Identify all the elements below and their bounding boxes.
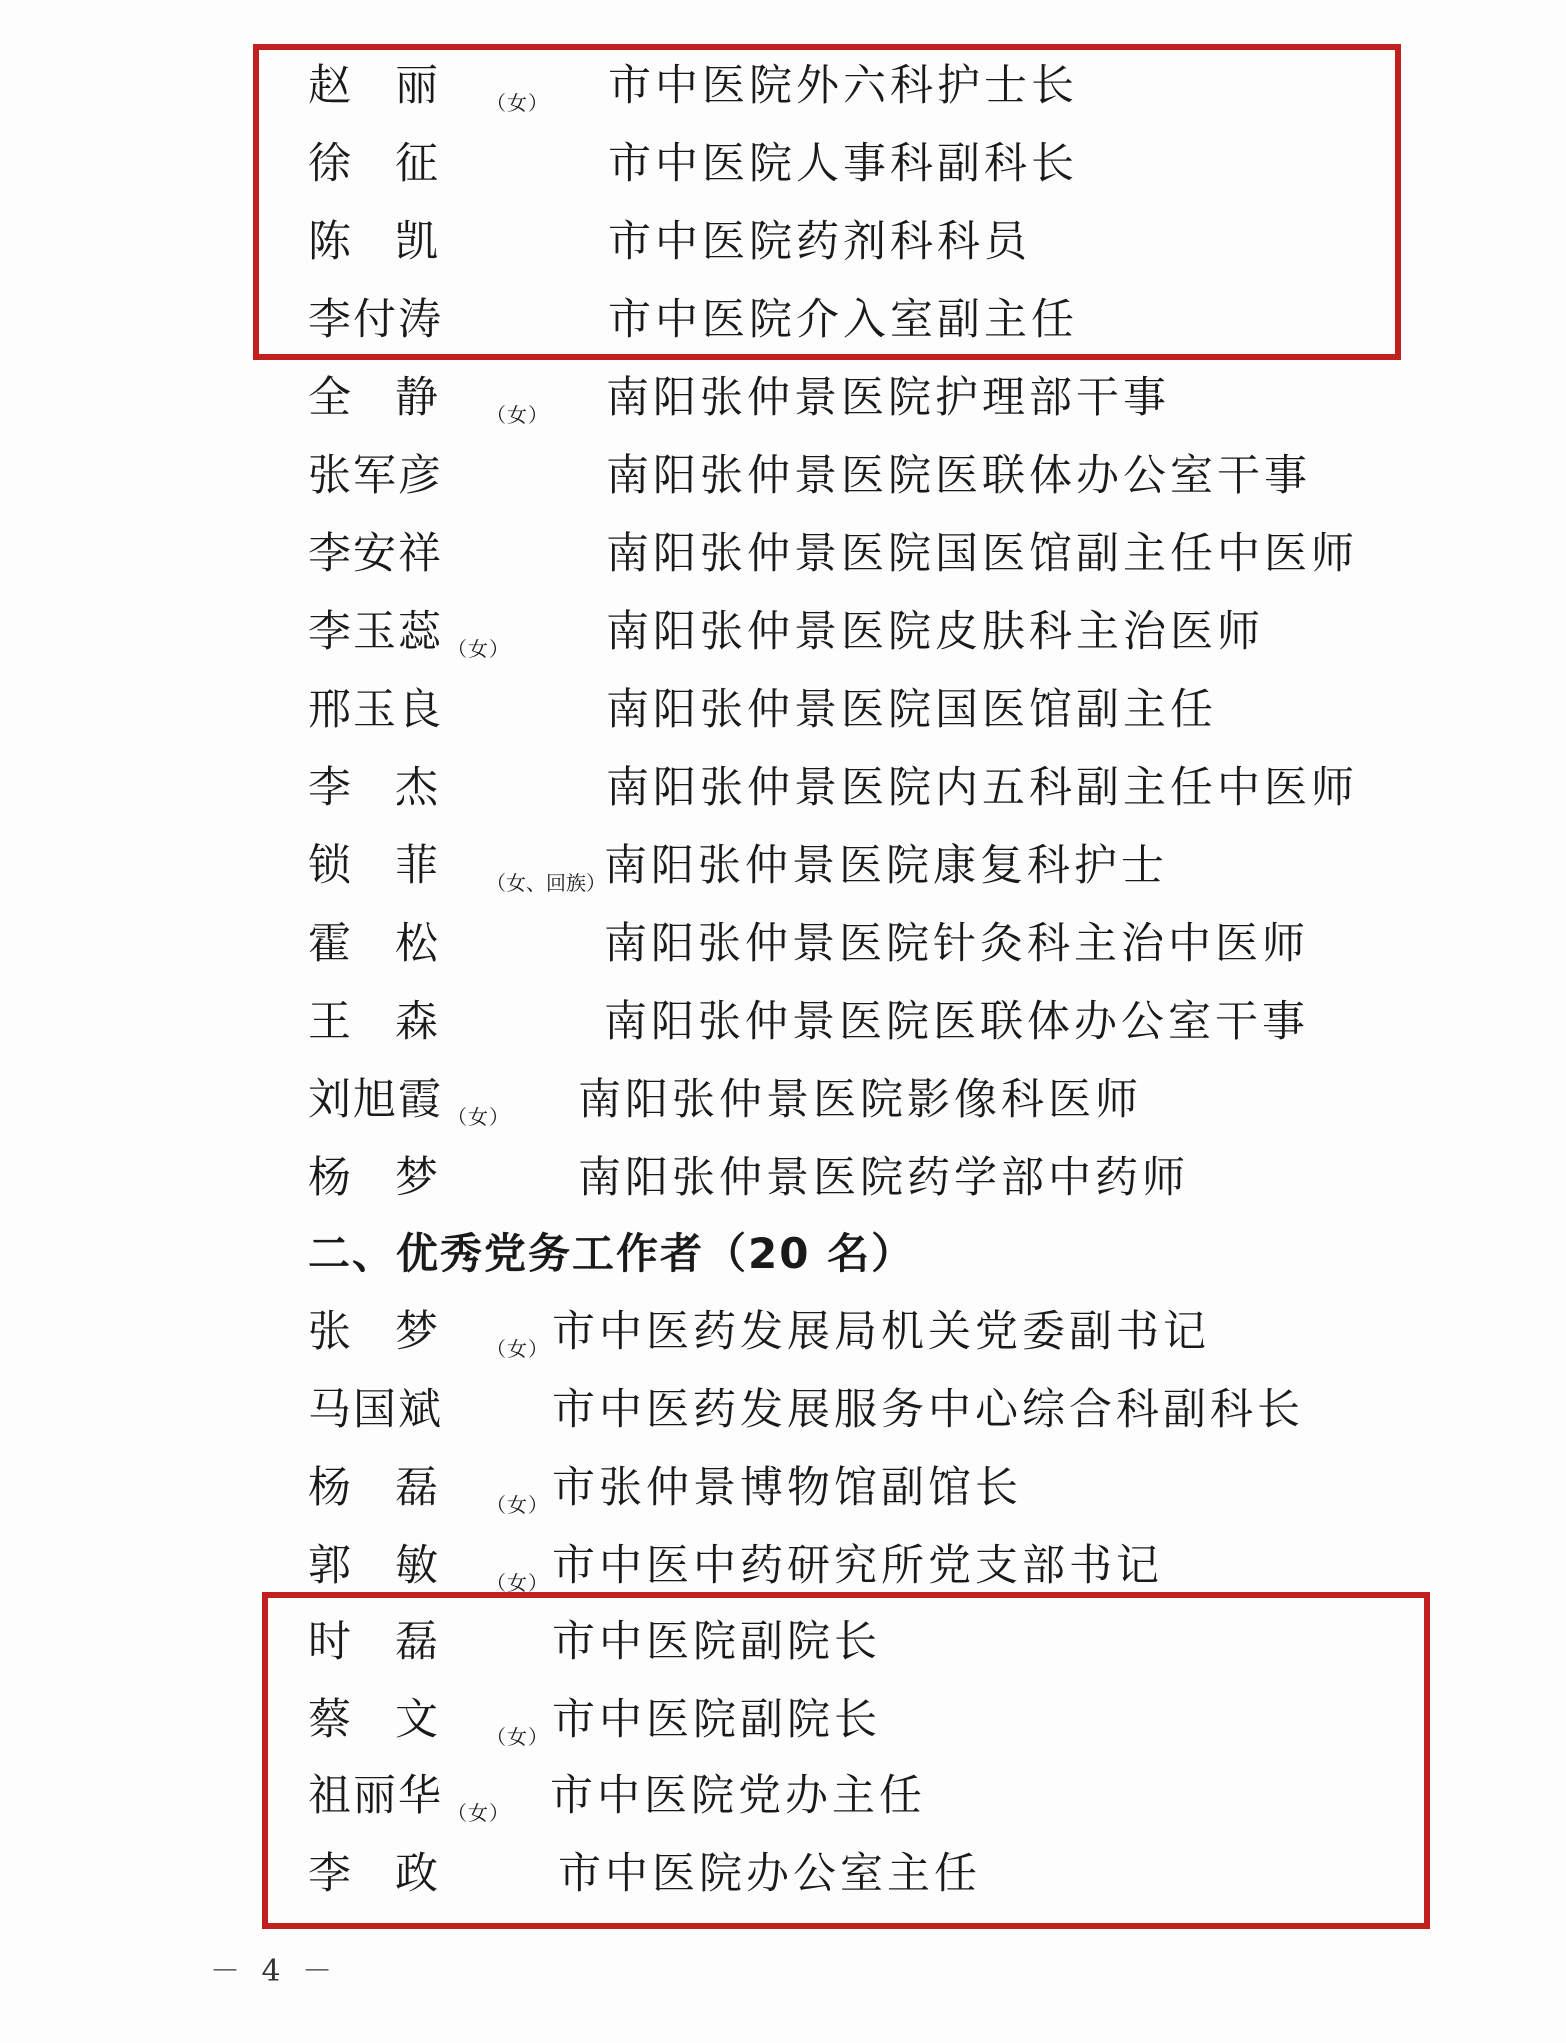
- person-name: 陈凯: [308, 217, 482, 267]
- person-title: 南阳张仲景医院医联体办公室干事: [606, 451, 1311, 501]
- person-name: 张军彦: [308, 451, 443, 501]
- list-item: [0, 836, 1566, 906]
- person-name: 锁菲 $_{(女、回族)}$: [308, 841, 606, 895]
- list-item: [0, 1380, 1566, 1450]
- person-name: 徐征: [308, 139, 482, 189]
- list-item: [0, 1148, 1566, 1218]
- person-note: （女）: [486, 91, 549, 115]
- person-title: 市中医药发展局机关党委副书记: [552, 1307, 1210, 1357]
- person-title: 南阳张仲景医院针灸科主治中医师: [604, 919, 1309, 969]
- list-item: [0, 368, 1566, 438]
- person-title: 市中医院介入室副主任: [608, 295, 1078, 345]
- page-number: － 4 －: [210, 1954, 339, 1989]
- list-item: [0, 680, 1566, 750]
- person-title: 市中医院人事科副科长: [608, 139, 1078, 189]
- person-title: 市中医中药研究所党支部书记: [552, 1541, 1163, 1591]
- list-item: [0, 1766, 1566, 1836]
- person-name: 邢玉良: [308, 685, 443, 735]
- person-name: 李安祥: [308, 529, 443, 579]
- list-item: [0, 992, 1566, 1062]
- list-item: [0, 56, 1566, 126]
- person-name: 霍松: [308, 919, 482, 969]
- person-name: 李杰: [308, 763, 482, 813]
- person-name: 马国斌: [308, 1385, 443, 1435]
- person-name: 李付涛: [308, 295, 443, 345]
- list-item: [0, 1458, 1566, 1528]
- person-title: 南阳张仲景医院国医馆副主任中医师: [606, 529, 1358, 579]
- list-item: [0, 1844, 1566, 1914]
- person-name: 李政: [308, 1849, 482, 1899]
- list-item: [0, 524, 1566, 594]
- person-title: 市中医药发展服务中心综合科副科长: [552, 1385, 1304, 1435]
- person-name: 全静 $_{(女)}$: [308, 373, 549, 427]
- section-heading: 二、优秀党务工作者（20 名）: [308, 1229, 916, 1278]
- list-item: [0, 602, 1566, 672]
- person-note: （女）: [447, 637, 510, 661]
- person-note: （女）: [486, 1725, 549, 1749]
- person-title: 南阳张仲景医院皮肤科主治医师: [606, 607, 1264, 657]
- list-item: [0, 290, 1566, 360]
- list-item: [0, 1612, 1566, 1682]
- person-name: 时磊: [308, 1617, 482, 1667]
- person-title: 南阳张仲景医院医联体办公室干事: [604, 997, 1309, 1047]
- person-name: 李玉蕊 $_{(女)}$: [308, 607, 510, 661]
- person-note: （女）: [447, 1105, 510, 1129]
- person-title: 南阳张仲景医院国医馆副主任: [606, 685, 1217, 735]
- person-note: （女）: [486, 1571, 549, 1595]
- person-name: 蔡文 $_{(女)}$: [308, 1695, 549, 1749]
- list-item: [0, 212, 1566, 282]
- list-item: [0, 914, 1566, 984]
- list-item: [0, 446, 1566, 516]
- person-title: 市中医院副院长: [552, 1695, 881, 1745]
- person-note: （女）: [486, 1493, 549, 1517]
- person-title: 南阳张仲景医院护理部干事: [606, 373, 1170, 423]
- person-title: 南阳张仲景医院药学部中药师: [578, 1153, 1189, 1203]
- person-name: 祖丽华 $_{(女)}$: [308, 1771, 510, 1825]
- person-title: 南阳张仲景医院康复科护士: [604, 841, 1168, 891]
- list-item: [0, 1536, 1566, 1606]
- list-item: [0, 1302, 1566, 1372]
- person-title: 南阳张仲景医院影像科医师: [578, 1075, 1142, 1125]
- person-note: （女）: [486, 1337, 549, 1361]
- list-item: [0, 1070, 1566, 1140]
- person-name: 张梦 $_{(女)}$: [308, 1307, 549, 1361]
- person-title: 市中医院副院长: [552, 1617, 881, 1667]
- list-item: [0, 1690, 1566, 1760]
- person-title: 市中医院外六科护士长: [608, 61, 1078, 111]
- person-name: 赵丽 $_{(女)}$: [308, 61, 549, 115]
- list-item: [0, 134, 1566, 204]
- person-note: （女）: [447, 1801, 510, 1825]
- person-name: 郭敏 $_{(女)}$: [308, 1541, 549, 1595]
- person-name: 杨梦: [308, 1153, 482, 1203]
- person-name: 杨磊 $_{(女)}$: [308, 1463, 549, 1517]
- person-title: 南阳张仲景医院内五科副主任中医师: [606, 763, 1358, 813]
- person-title: 市中医院党办主任: [550, 1771, 926, 1821]
- person-note: （女）: [486, 403, 549, 427]
- person-title: 市中医院办公室主任: [558, 1849, 981, 1899]
- list-item: [0, 758, 1566, 828]
- person-name: 王森: [308, 997, 482, 1047]
- person-title: 市中医院药剂科科员: [608, 217, 1031, 267]
- person-title: 市张仲景博物馆副馆长: [552, 1463, 1022, 1513]
- person-name: 刘旭霞 $_{(女)}$: [308, 1075, 510, 1129]
- person-note: （女、回族）: [486, 871, 606, 895]
